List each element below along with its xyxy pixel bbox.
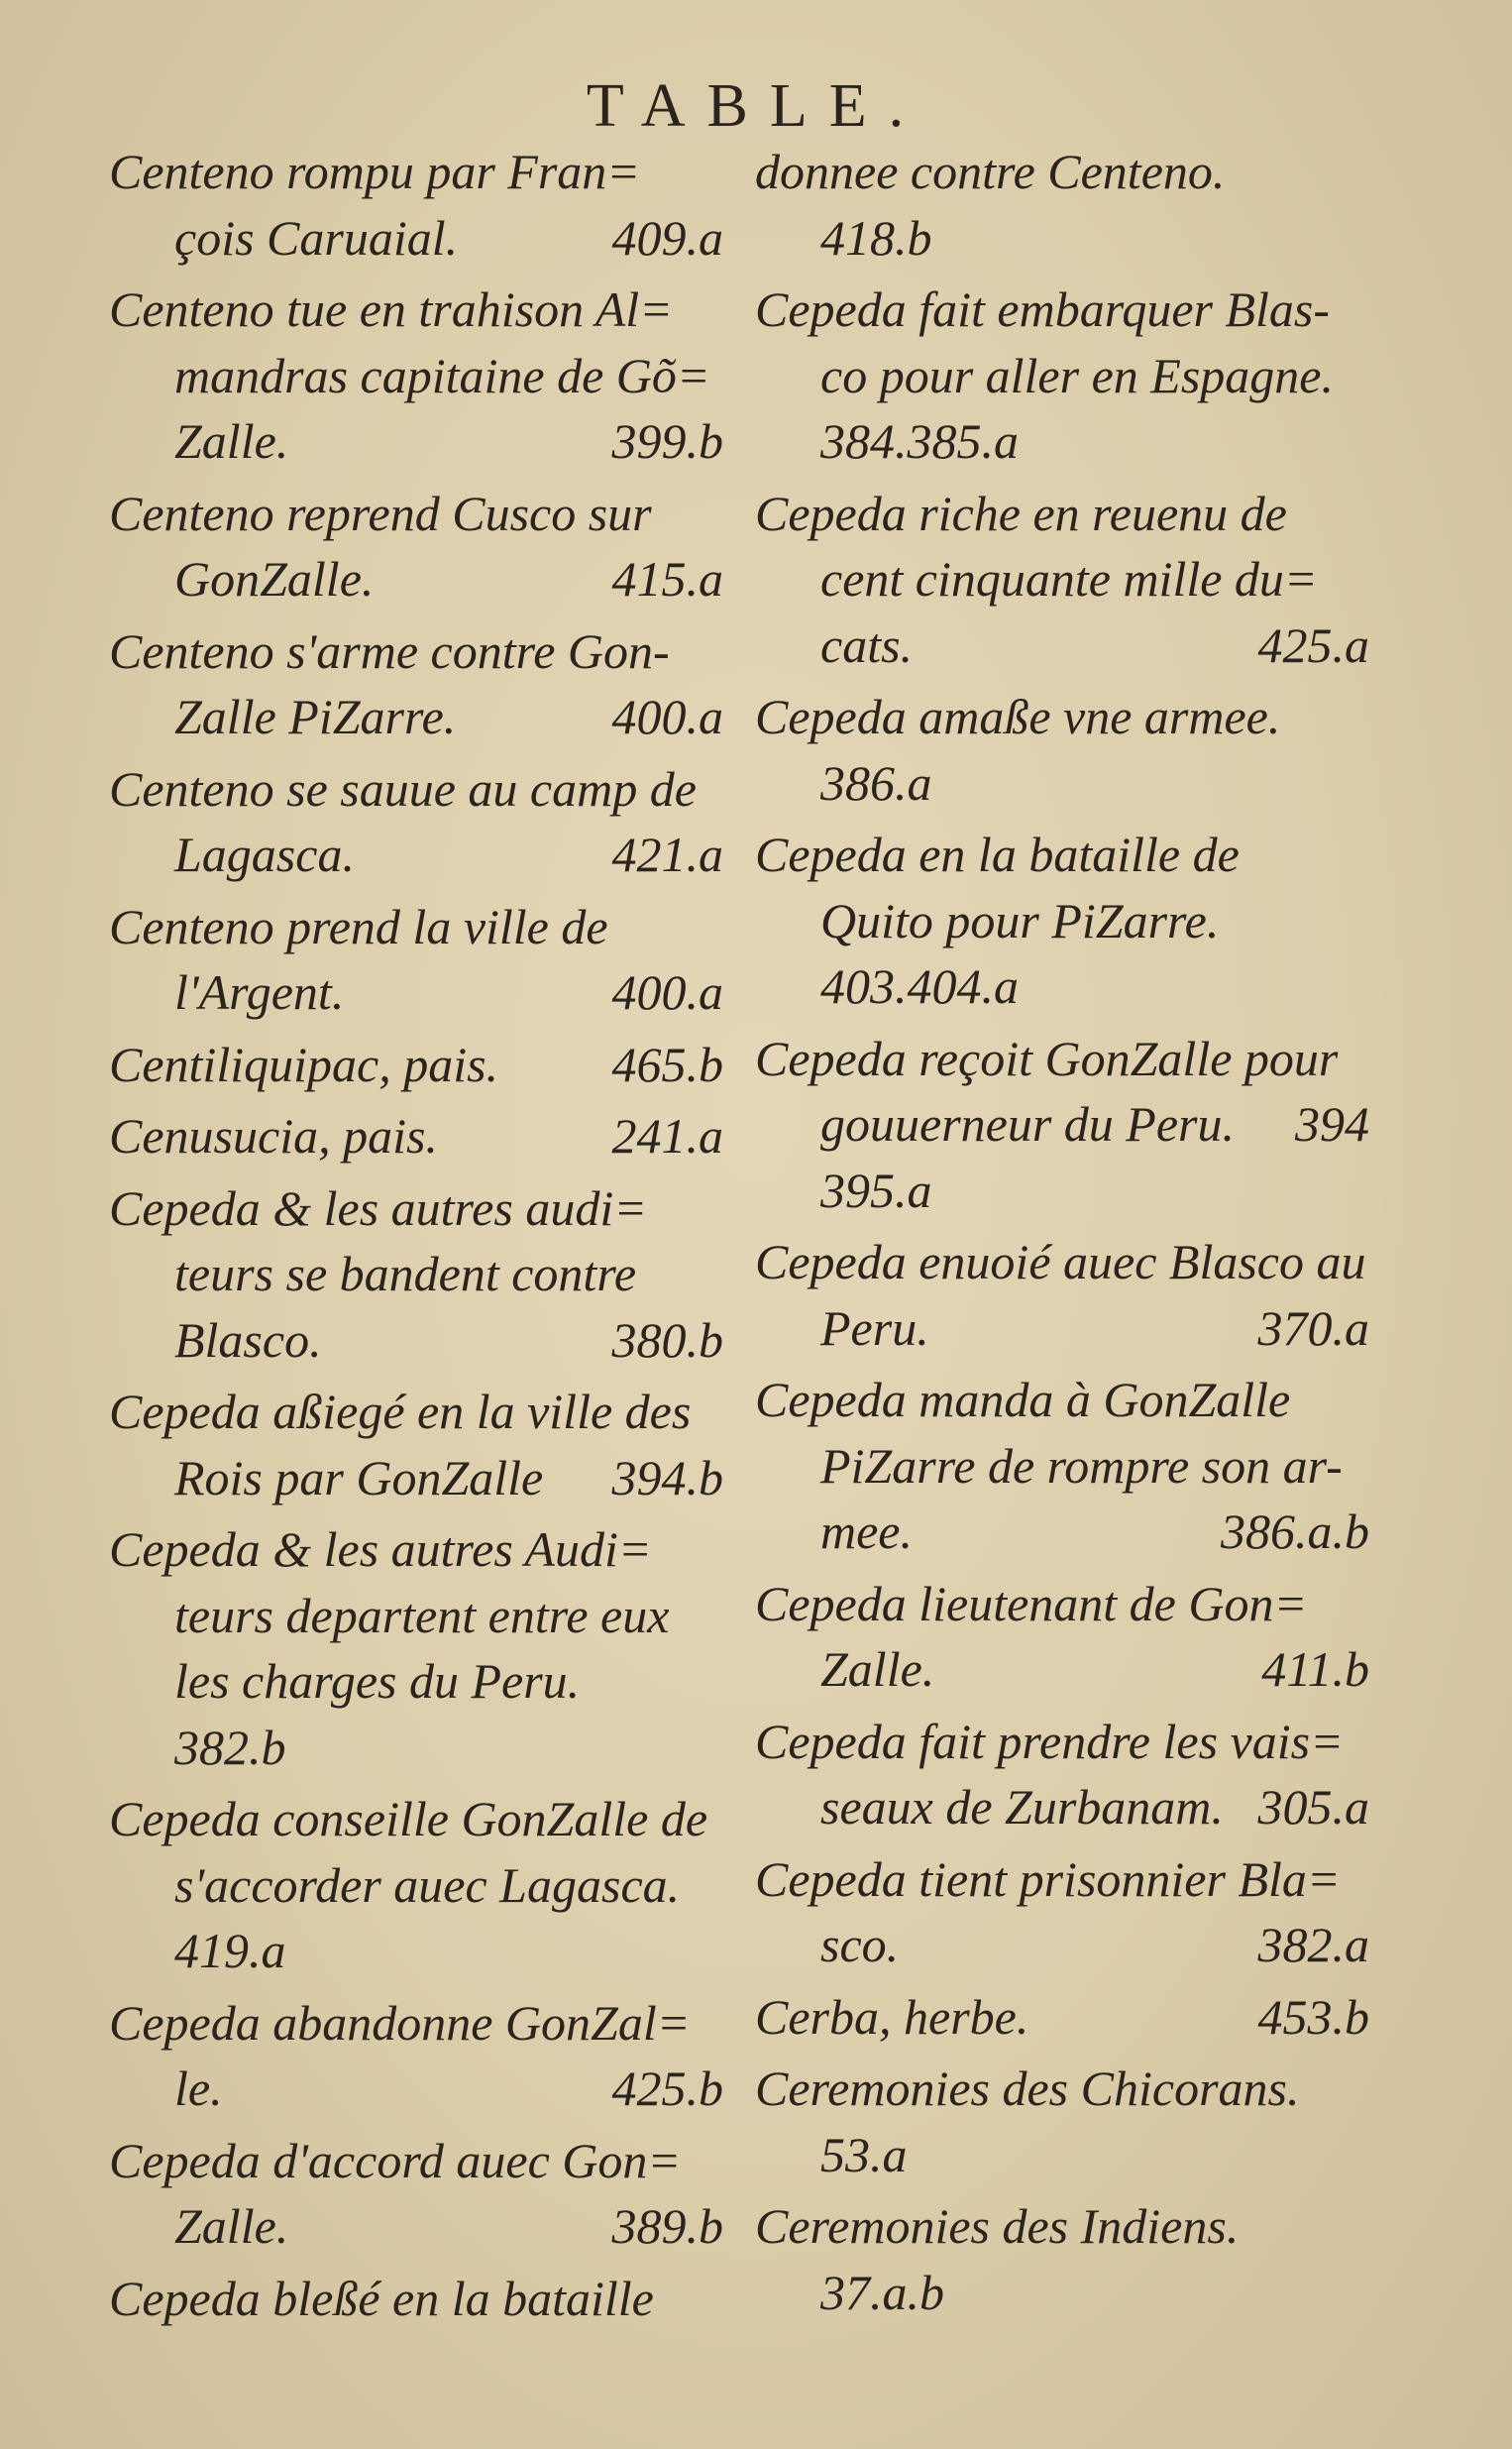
page-title: TABLE.: [586, 72, 926, 140]
entry-text: teurs departent entre eux: [174, 1587, 670, 1643]
entry-text: Zalle.: [820, 1641, 935, 1697]
index-entry: [755, 1367, 1369, 1565]
entry-text: Peru.: [820, 1299, 929, 1356]
index-entry: [755, 2056, 1369, 2187]
page-reference: 380.b: [611, 1311, 723, 1368]
index-entry-line: [109, 1241, 723, 1307]
page-reference: 370.a: [1257, 1299, 1369, 1356]
index-entry-line: [755, 1499, 1369, 1565]
index-entry-line: [109, 343, 723, 409]
index-entry-line: [755, 822, 1369, 888]
index-entry: [109, 1032, 723, 1098]
index-entry: [109, 1990, 723, 2122]
index-entry-line: [109, 1648, 723, 1715]
entry-text: Cepeda reçoit GonZalle pour: [755, 1030, 1339, 1086]
entry-text: 419.a: [174, 1923, 286, 1978]
entry-text: 384.385.a: [820, 413, 1019, 469]
entry-text: Cepeda amaße vne armee.: [755, 689, 1281, 744]
entry-text: Blasco.: [174, 1311, 322, 1368]
index-entry-line: [109, 2128, 723, 2194]
entry-text: Cepeda aßiegé en la ville des: [109, 1384, 692, 1439]
entry-text: Zalle PiZarre.: [174, 689, 457, 744]
entry-text: çois Caruaial.: [174, 209, 459, 266]
entry-text: Cepeda bleßé en la bataille: [109, 2270, 654, 2326]
index-entry-line: [755, 408, 1369, 475]
entry-text: l'Argent.: [174, 964, 345, 1020]
index-entry-line: [109, 1307, 723, 1374]
index-entry-line: [109, 1379, 723, 1445]
entry-text: cent cinquante mille du=: [820, 551, 1318, 607]
entry-text: Ceremonies des Indiens.: [755, 2198, 1240, 2254]
page-reference: 386.a.b: [1221, 1503, 1369, 1559]
entry-text: GonZalle.: [174, 551, 375, 607]
index-entry: [109, 1516, 723, 1780]
entry-text: Cepeda tient prisonnier Bla=: [755, 1850, 1341, 1907]
index-entry-line: [755, 684, 1369, 750]
index-entry-line: [755, 1026, 1369, 1092]
index-entry: [755, 1571, 1369, 1703]
index-entry: [109, 277, 723, 475]
page-reference: 382.a: [1257, 1917, 1369, 1972]
entry-text: mee.: [820, 1503, 913, 1559]
index-entry-line: [755, 1295, 1369, 1362]
entry-text: co pour aller en Espagne.: [820, 347, 1334, 403]
page-reference: 241.a: [611, 1108, 723, 1164]
index-entry-line: [755, 546, 1369, 612]
entry-text: Cepeda & les autres Audi=: [109, 1521, 652, 1577]
entry-text: Centiliquipac, pais.: [109, 1036, 499, 1092]
index-entry-line: [755, 1912, 1369, 1978]
entry-text: donnee contre Centeno.: [755, 144, 1226, 199]
index-entry-line: [109, 277, 723, 343]
entry-text: Centeno se sauue au camp de: [109, 760, 697, 817]
index-entry-line: [755, 139, 1369, 205]
entry-text: sco.: [820, 1917, 900, 1972]
index-entry-line: [109, 1103, 723, 1169]
index-entry-line: [755, 612, 1369, 679]
index-entry-line: [755, 1367, 1369, 1433]
page-reference: 305.a: [1257, 1779, 1369, 1835]
page-reference: 389.b: [611, 2198, 723, 2254]
index-entry-line: [755, 2122, 1369, 2188]
entry-text: Ceremonies des Chicorans.: [755, 2060, 1300, 2116]
index-entry: [109, 2266, 723, 2332]
page-reference: 400.a: [611, 689, 723, 744]
entry-text: Cepeda fait embarquer Blas-: [755, 281, 1331, 337]
entry-text: Cepeda en la bataille de: [755, 827, 1240, 882]
index-entry-line: [109, 1583, 723, 1649]
index-entry-line: [755, 1433, 1369, 1500]
index-entry-line: [755, 277, 1369, 343]
index-entry-line: [109, 684, 723, 750]
index-entry-line: [109, 1852, 723, 1919]
entry-text: 53.a: [820, 2126, 908, 2182]
index-entry-line: [755, 2260, 1369, 2326]
entry-text: 403.404.a: [820, 958, 1019, 1014]
index-entry-line: [109, 1715, 723, 1781]
index-entry: [109, 139, 723, 271]
entry-text: Quito pour PiZarre.: [820, 892, 1220, 948]
index-entry: [755, 139, 1369, 271]
index-entry: [755, 1229, 1369, 1361]
index-entry-line: [755, 1091, 1369, 1158]
entry-text: Rois par GonZalle: [174, 1449, 544, 1505]
entry-text: mandras capitaine de Gõ=: [174, 347, 710, 403]
entry-text: Cenusucia, pais.: [109, 1108, 438, 1164]
page-reference: 421.a: [611, 827, 723, 882]
index-entry-line: [109, 1032, 723, 1098]
index-entry-line: [755, 1571, 1369, 1637]
index-entry-line: [109, 546, 723, 612]
entry-text: 382.b: [174, 1719, 286, 1775]
index-entry-line: [109, 1786, 723, 1852]
index-entry: [755, 277, 1369, 475]
entry-text: Cepeda enuoié auec Blasco au: [755, 1234, 1366, 1289]
page-reference: 425.a: [1257, 616, 1369, 673]
index-column-left: [109, 139, 723, 2337]
entry-text: Cepeda conseille GonZalle de: [109, 1791, 708, 1846]
entry-text: Cepeda d'accord auec Gon=: [109, 2132, 682, 2188]
page-reference: 465.b: [611, 1036, 723, 1092]
page-reference: 415.a: [611, 551, 723, 607]
index-entry-line: [109, 894, 723, 960]
entry-text: seaux de Zurbanam.: [820, 1779, 1224, 1835]
page-reference: 411.b: [1261, 1641, 1369, 1697]
index-entry: [109, 2128, 723, 2260]
index-entry-line: [109, 618, 723, 685]
index-entry-line: [109, 2056, 723, 2122]
index-entry: [755, 1026, 1369, 1224]
index-column-right: [755, 139, 1369, 2331]
index-entry-line: [109, 1445, 723, 1511]
index-entry: [109, 894, 723, 1026]
index-entry: [755, 1709, 1369, 1840]
index-entry-line: [109, 205, 723, 272]
index-entry-line: [109, 756, 723, 823]
index-entry-line: [755, 1709, 1369, 1775]
index-entry: [109, 1379, 723, 1510]
index-entry-line: [755, 2193, 1369, 2260]
index-entry-line: [109, 959, 723, 1026]
entry-text: Cepeda & les autres audi=: [109, 1179, 647, 1236]
index-entry-line: [109, 2193, 723, 2260]
index-entry-line: [755, 1984, 1369, 2051]
index-entry-line: [755, 1636, 1369, 1703]
entry-text: s'accorder auec Lagasca.: [174, 1856, 681, 1913]
index-entry-line: [755, 1774, 1369, 1840]
entry-text: Centeno s'arme contre Gon-: [109, 622, 670, 679]
index-entry: [109, 1175, 723, 1374]
index-entry-line: [755, 2056, 1369, 2122]
entry-text: Cerba, herbe.: [755, 1988, 1029, 2045]
entry-text: gouuerneur du Peru.: [820, 1096, 1235, 1152]
page-reference: 425.b: [611, 2060, 723, 2116]
entry-text: 418.b: [820, 209, 932, 266]
entry-text: Cepeda fait prendre les vais=: [755, 1713, 1344, 1769]
index-entry-line: [755, 750, 1369, 817]
index-entry-line: [109, 1990, 723, 2057]
entry-text: cats.: [820, 616, 914, 673]
index-entry-line: [109, 408, 723, 475]
entry-text: PiZarre de rompre son ar-: [820, 1437, 1343, 1494]
page-reference: 394.b: [611, 1449, 723, 1505]
index-entry-line: [109, 1918, 723, 1984]
entry-text: Centeno reprend Cusco sur: [109, 485, 652, 541]
entry-text: 395.a: [820, 1162, 932, 1218]
index-entry-line: [755, 1158, 1369, 1224]
index-entry-line: [755, 888, 1369, 954]
page-reference: 400.a: [611, 964, 723, 1020]
entry-text: 386.a: [820, 754, 932, 811]
entry-text: Cepeda manda à GonZalle: [755, 1372, 1291, 1427]
index-entry-line: [109, 1175, 723, 1242]
entry-text: 37.a.b: [820, 2264, 944, 2320]
index-entry: [109, 1786, 723, 1984]
index-entry-line: [755, 1229, 1369, 1295]
index-entry-line: [755, 1846, 1369, 1913]
entry-text: Cepeda abandonne GonZal=: [109, 1994, 691, 2051]
index-entry: [755, 481, 1369, 679]
index-entry-line: [109, 822, 723, 888]
index-entry-line: [109, 139, 723, 205]
index-entry-line: [755, 481, 1369, 547]
index-entry-line: [755, 343, 1369, 409]
page-reference: 453.b: [1257, 1988, 1369, 2045]
index-entry: [755, 684, 1369, 816]
entry-text: Lagasca.: [174, 827, 355, 882]
index-entry: [109, 618, 723, 750]
entry-text: Centeno rompu par Fran=: [109, 144, 641, 199]
index-entry-line: [109, 1516, 723, 1583]
entry-text: Cepeda riche en reuenu de: [755, 485, 1287, 541]
entry-text: Zalle.: [174, 413, 289, 469]
entry-text: Centeno prend la ville de: [109, 898, 608, 954]
index-entry-line: [755, 953, 1369, 1020]
index-entry-line: [109, 481, 723, 547]
index-entry: [109, 1103, 723, 1169]
index-entry: [109, 756, 723, 888]
entry-text: les charges du Peru.: [174, 1653, 581, 1709]
index-entry: [755, 1984, 1369, 2051]
page-reference: 409.a: [611, 209, 723, 266]
index-entry: [755, 1846, 1369, 1978]
index-entry: [755, 2193, 1369, 2325]
entry-text: teurs se bandent contre: [174, 1246, 637, 1301]
entry-text: Centeno tue en trahison Al=: [109, 281, 673, 337]
index-entry: [755, 822, 1369, 1020]
page-reference: 399.b: [611, 413, 723, 469]
entry-text: Cepeda lieutenant de Gon=: [755, 1575, 1308, 1631]
index-entry-line: [755, 205, 1369, 272]
entry-text: le.: [174, 2060, 223, 2116]
index-entry: [109, 481, 723, 612]
page-reference: 394: [1295, 1096, 1369, 1152]
index-entry-line: [109, 2266, 723, 2332]
entry-text: Zalle.: [174, 2198, 289, 2254]
